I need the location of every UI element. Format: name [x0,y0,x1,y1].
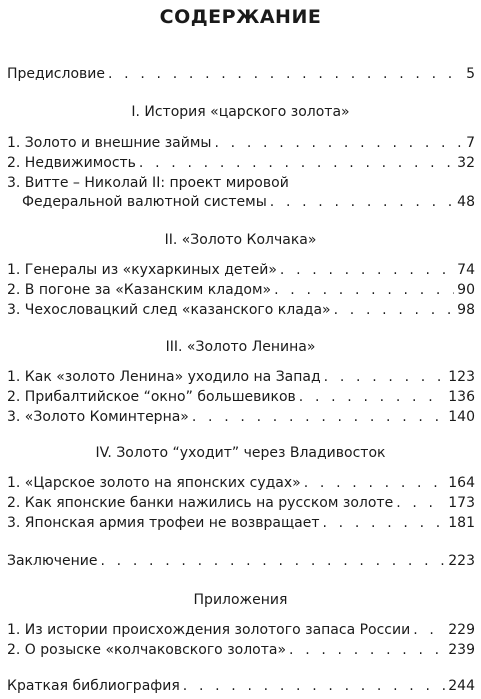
dot-leader [108,64,463,84]
entry-page: 140 [448,409,475,425]
section-heading-2: II. «Золото Колчака» [164,232,317,248]
toc-entry[interactable] [7,493,475,513]
entry-page: 181 [448,515,475,531]
dot-leader [270,192,454,212]
toc-entry[interactable] [7,640,475,660]
entry-label: 3. «Золото Коминтерна» [7,409,189,425]
entry-label: 1. «Царское золото на японских судах» [7,475,301,491]
entry-label: 2. В погоне за «Казанским кладом» [7,282,272,298]
dot-leader [289,640,445,660]
entry-label: 1. Генералы из «кухаркиных детей» [7,262,277,278]
toc-entry[interactable] [22,192,475,212]
entry-label: 2. Недвижимость [7,155,136,171]
toc-entry[interactable] [7,280,475,300]
entry-page: 5 [466,66,475,82]
entry-page: 223 [448,553,475,569]
dot-leader [192,407,445,427]
entry-label-line1: 3. Витте – Николай II: проект мировой [7,175,289,191]
toc-entry[interactable] [7,260,475,280]
entry-label: 1. Из истории происхождения золотого запаса России [7,622,411,638]
entry-page: 123 [448,369,475,385]
section-heading-3: III. «Золото Ленина» [165,339,316,355]
entry-label: 1. Золото и внешние займы [7,135,212,151]
entry-page: 48 [457,194,475,210]
entry-label: 2. О розыске «колчаковского золота» [7,642,287,658]
dot-leader [322,513,445,533]
dot-leader [139,153,454,173]
entry-label: Заключение [7,553,98,569]
dot-leader [183,676,446,696]
entry-page: 164 [448,475,475,491]
entry-page: 98 [457,302,475,318]
page-title: СОДЕРЖАНИЕ [159,6,322,28]
toc-entry[interactable] [7,513,475,533]
dot-leader [304,473,446,493]
dot-leader [101,551,446,571]
toc-entry-conclusion[interactable] [7,551,475,571]
toc-entry[interactable] [7,407,475,427]
entry-page: 239 [448,642,475,658]
dot-leader [214,133,463,153]
dot-leader [334,300,455,320]
entry-page: 244 [448,678,475,694]
toc-entry-bibliography[interactable] [7,676,475,696]
dot-leader [396,493,445,513]
entry-page: 173 [448,495,475,511]
entry-label: 1. Как «золото Ленина» уходило на Запад [7,369,321,385]
entry-page: 7 [466,135,475,151]
section-heading-1: I. История «царского золота» [131,104,350,120]
entry-label: 2. Прибалтийское “окно” большевиков [7,389,296,405]
entry-label: Предисловие [7,66,105,82]
dot-leader [413,620,445,640]
entry-page: 229 [448,622,475,638]
dot-leader [280,260,454,280]
dot-leader [324,367,446,387]
dot-leader [274,280,454,300]
entry-page: 90 [457,282,475,298]
entry-page: 74 [457,262,475,278]
entry-label: 3. Японская армия трофеи не возвращает [7,515,320,531]
toc-entry[interactable] [7,387,475,407]
toc-entry[interactable] [7,300,475,320]
toc-entry[interactable] [7,620,475,640]
entry-page: 136 [448,389,475,405]
entry-page: 32 [457,155,475,171]
entry-label: 2. Как японские банки нажились на русском золоте [7,495,394,511]
toc-entry[interactable] [7,133,475,153]
toc-entry[interactable] [7,367,475,387]
dot-leader [299,387,446,407]
entry-label: 3. Чехословацкий след «казанского клада» [7,302,331,318]
toc-entry[interactable] [7,153,475,173]
appendix-heading: Приложения [193,592,288,608]
toc-entry-preface[interactable] [7,64,475,84]
toc-entry[interactable] [7,473,475,493]
section-heading-4: IV. Золото “уходит” через Владивосток [95,445,386,461]
entry-label: Краткая библиография [7,678,180,694]
entry-label: Федеральной валютной системы [22,194,267,210]
